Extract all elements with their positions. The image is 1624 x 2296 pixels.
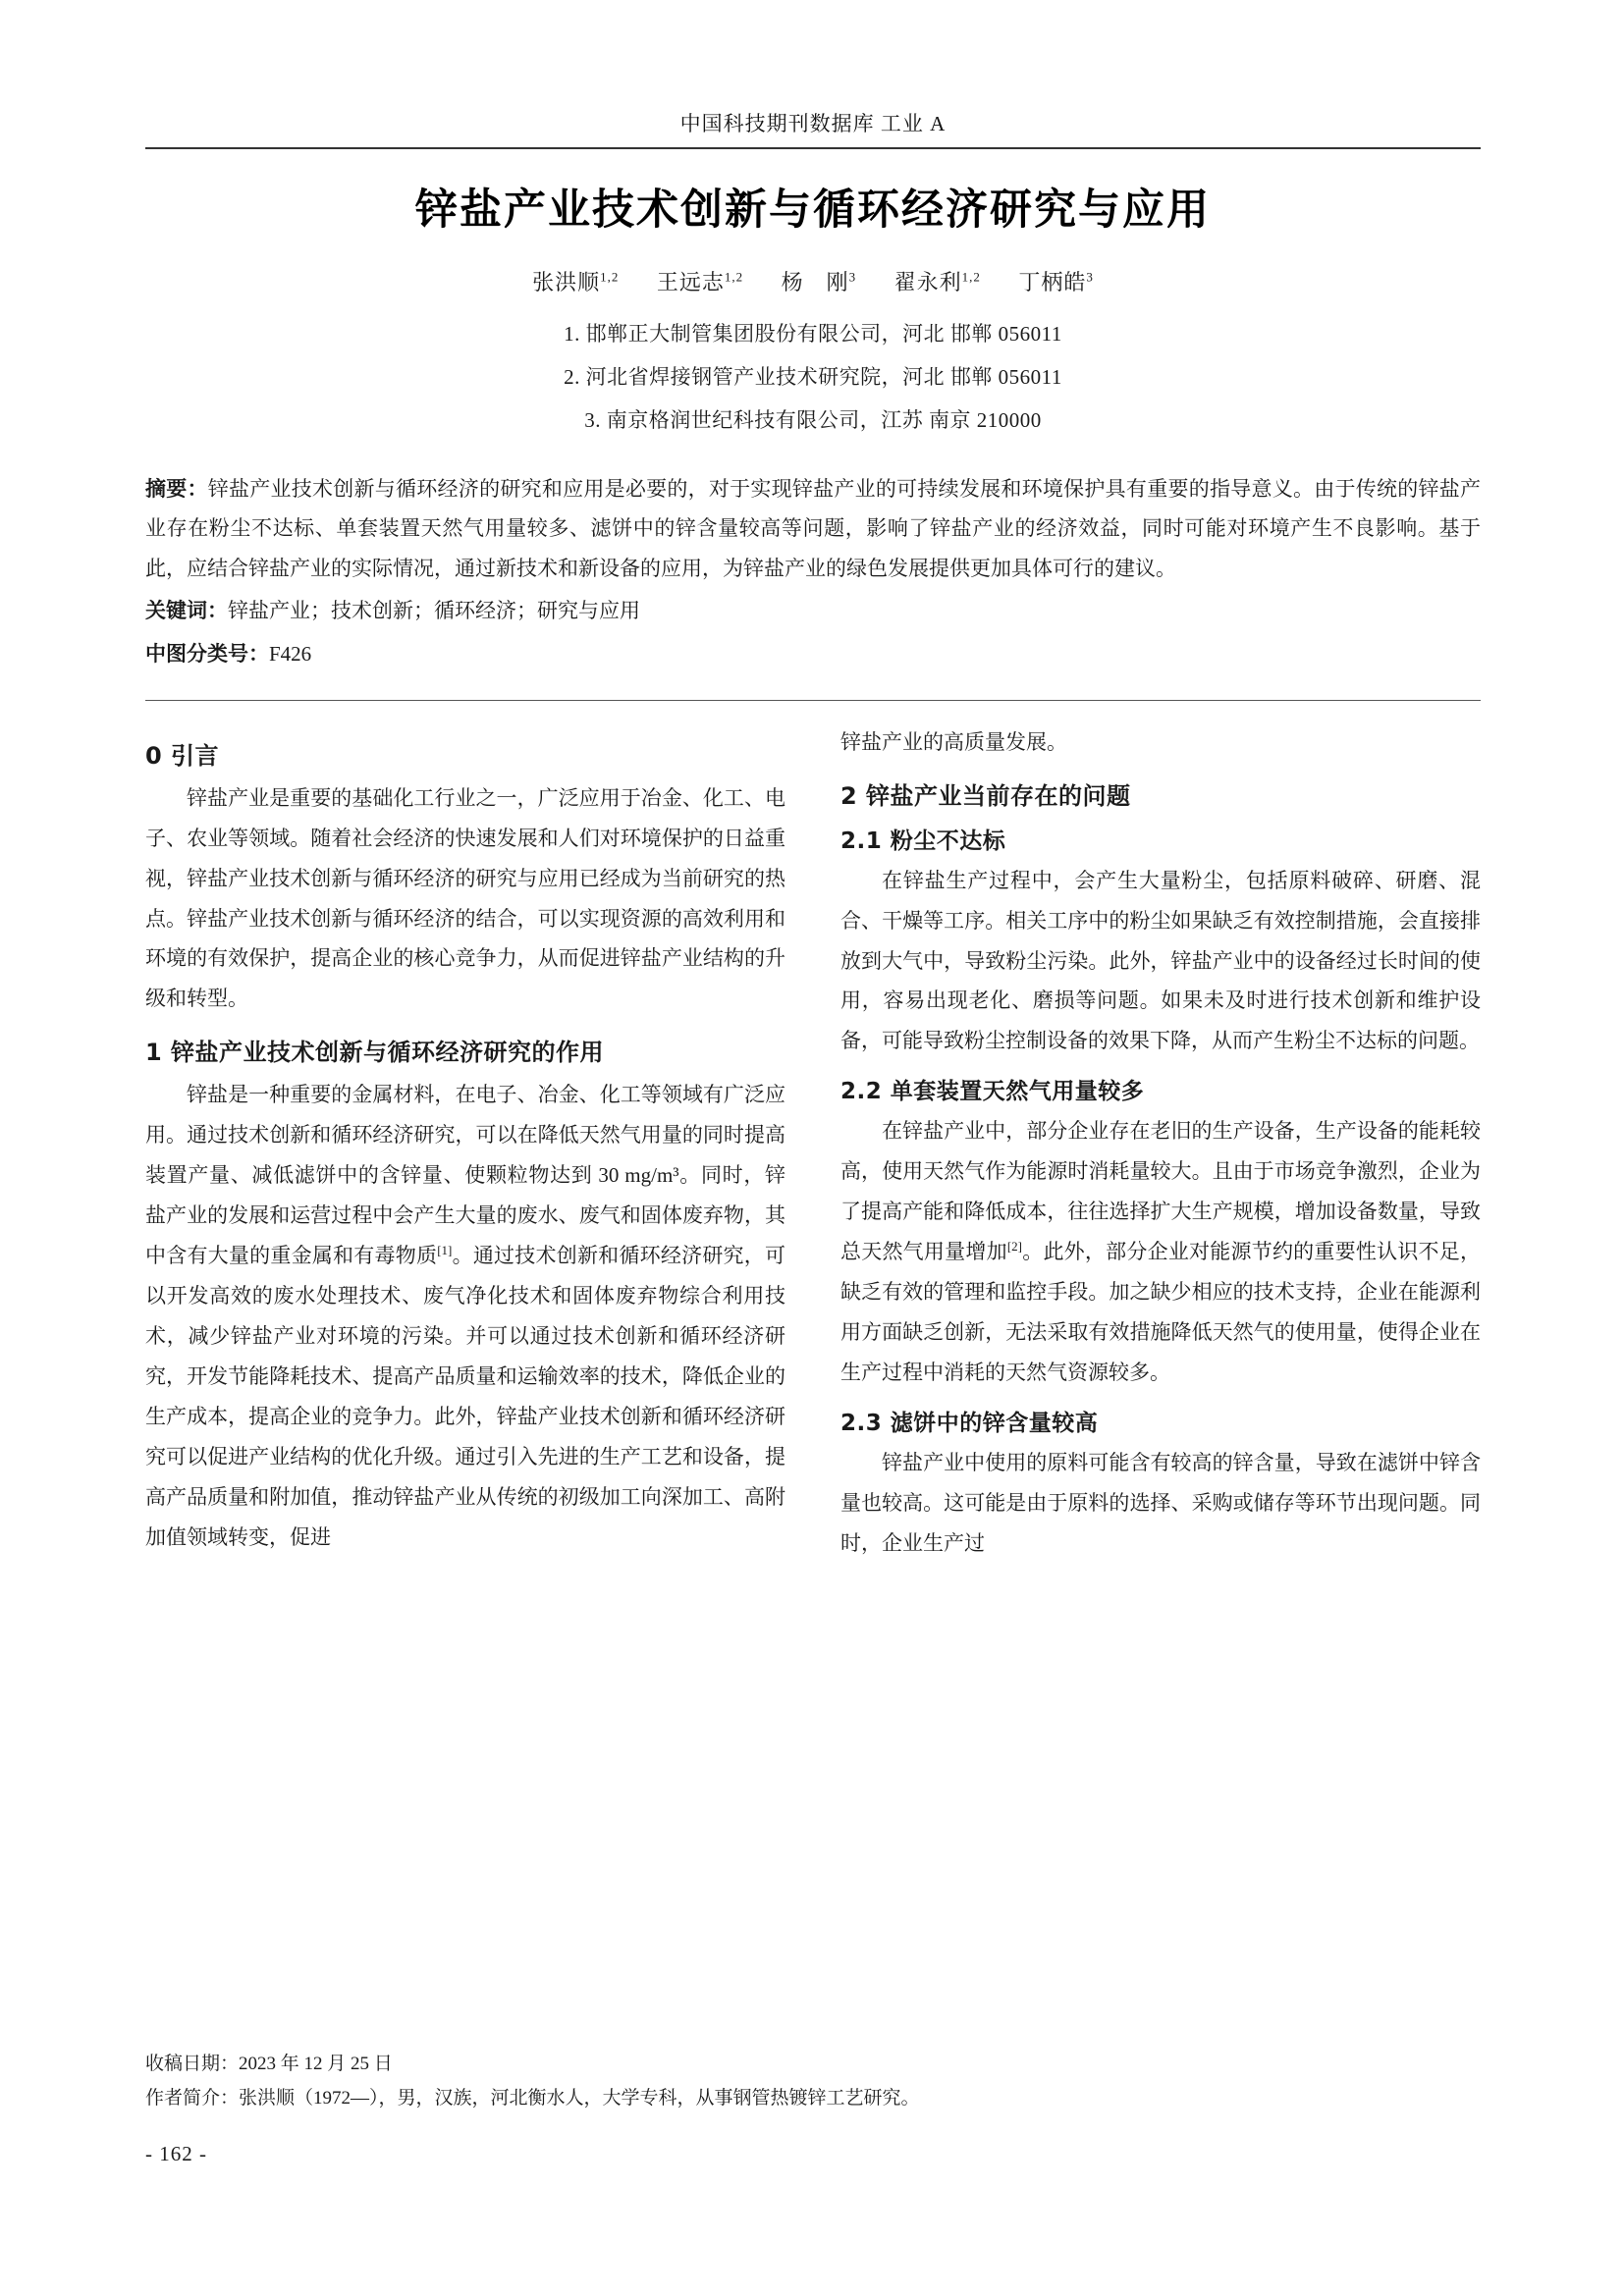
received-label: 收稿日期： <box>145 2054 240 2074</box>
paragraph: 在锌盐产业中，部分企业存在老旧的生产设备，生产设备的能耗较高，使用天然气作为能源时消耗量较大。且由于市场竞争激烈，企业为了提高产能和降低成本，往往选择扩大生产规模，增加设备数量，导致总天然气用量增加[2]。此外，部分企业对能源节约的重要性认识不足，缺乏有效的管理和监控手段。加之缺少相应的技术支持，企业在能源利用方面缺乏创新，无法采取有效措施降低天然气的使用量，使得企业在生产过程中消耗的天然气资源较多。 <box>840 1119 1482 1384</box>
section-heading-2-1: 2.1 粉尘不达标 <box>840 828 1006 854</box>
author-name: 翟永利 <box>893 270 962 294</box>
author-name: 王远志 <box>656 270 725 294</box>
keywords-text: 锌盐产业；技术创新；循环经济；研究与应用 <box>228 598 640 622</box>
author-list <box>145 266 1481 296</box>
section-heading-1: 1 锌盐产业技术创新与循环经济研究的作用 <box>145 1039 605 1067</box>
paragraph: 锌盐产业是重要的基础化工行业之一，广泛应用于冶金、化工、电子、农业等领域。随着社会经济的快速发展和人们对环境保护的日益重视，锌盐产业技术创新与循环经济的研究与应用已经成为当前研究的热点。锌盐产业技术创新与循环经济的结合，可以实现资源的高效利用和环境的有效保护，提高企业的核心竞争力，从而促进锌盐产业结构的升级和转型。 <box>145 785 785 1011</box>
clc-label: 中图分类号： <box>145 641 269 666</box>
author-name: 张洪顺 <box>532 270 601 294</box>
paragraph-continuation: 锌盐产业的高质量发展。 <box>840 729 1067 754</box>
bio-text: 张洪顺（1972—），男，汉族，河北衡水人，大学专科，从事钢管热镀锌工艺研究。 <box>239 2088 920 2109</box>
section-heading-2-3: 2.3 滤饼中的锌含量较高 <box>840 1410 1099 1436</box>
page-number: - 162 - <box>145 2142 207 2165</box>
bio-label: 作者简介： <box>145 2088 240 2109</box>
received-date-line <box>145 2047 1481 2081</box>
author-name: 杨 刚 <box>781 270 849 294</box>
right-column <box>840 722 1481 1566</box>
paragraph: 锌盐产业中使用的原料可能含有较高的锌含量，导致在滤饼中锌含量也较高。这可能是由于原料的选择、采购或储存等环节出现问题。同时，企业生产过 <box>840 1450 1481 1555</box>
affiliation-2: 2. 河北省焊接钢管产业技术研究院，河北 邯郸 056011 <box>564 365 1062 389</box>
paragraph: 在锌盐生产过程中，会产生大量粉尘，包括原料破碎、研磨、混合、干燥等工序。相关工序中的粉尘如果缺乏有效控制措施，会直接排放到大气中，导致粉尘污染。此外，锌盐产业中的设备经过长时间的使用，容易出现老化、磨损等问题。如果未及时进行技术创新和维护设备，可能导致粉尘控制设备的效果下降，从而产生粉尘不达标的问题。 <box>840 868 1481 1053</box>
author-name: 丁柄皓 <box>1018 270 1087 294</box>
keywords-label: 关键词： <box>145 598 228 622</box>
affiliation-3: 3. 南京格润世纪科技有限公司，江苏 南京 210000 <box>584 408 1042 432</box>
author-affil-marker: 3 <box>848 269 857 285</box>
abstract-label: 摘要： <box>145 477 208 501</box>
footnotes <box>145 2047 1481 2115</box>
two-column-body <box>145 722 1481 1566</box>
affiliation-1: 1. 邯郸正大制管集团股份有限公司，河北 邯郸 056011 <box>564 322 1062 346</box>
author-bio-line <box>145 2081 1481 2115</box>
author-affil-marker: 1,2 <box>724 269 744 285</box>
abstract-text: 锌盐产业技术创新与循环经济的研究和应用是必要的，对于实现锌盐产业的可持续发展和环境保护具有重要的指导意义。由于传统的锌盐产业存在粉尘不达标、单套装置天然气用量较多、滤饼中的锌含量较高等问题，影响了锌盐产业的经济效益，同时可能对环境产生不良影响。基于此，应结合锌盐产业的实际情况，通过新技术和新设备的应用，为锌盐产业的绿色发展提供更加具体可行的建议。 <box>145 477 1481 580</box>
page-title: 锌盐产业技术创新与循环经济研究与应用 <box>415 186 1211 235</box>
received-date: 2023 年 12 月 25 日 <box>239 2054 393 2074</box>
author-affil-marker: 1,2 <box>961 269 981 285</box>
body-divider <box>145 700 1481 701</box>
header-rule <box>145 147 1481 149</box>
abstract-block <box>145 469 1481 588</box>
author-entry <box>1018 270 1094 294</box>
author-affil-marker: 3 <box>1086 269 1094 285</box>
running-head: 中国科技期刊数据库 工业 A <box>679 112 947 135</box>
page-content <box>145 108 1481 1566</box>
author-entry <box>894 270 981 294</box>
section-heading-0: 0 引言 <box>145 741 220 770</box>
section-heading-2: 2 锌盐产业当前存在的问题 <box>840 781 1131 810</box>
keywords-block <box>145 592 1481 631</box>
author-entry <box>782 270 857 294</box>
paragraph: 锌盐是一种重要的金属材料，在电子、冶金、化工等领域有广泛应用。通过技术创新和循环经济研究，可以在降低天然气用量的同时提高装置产量、减低滤饼中的含锌量、使颗粒物达到 30 mg/m³。同时，锌盐产业的发展和运营过程中会产生大量的废水、废气和固体废弃物，其中含有大量的重金属和有毒物质[1]。通过技术创新和循环经济研究，可以开发高效的废水处理技术、废气净化技术和固体废弃物综合利用技术，减少锌盐产业对环境的污染。并可以通过技术创新和循环经济研究，开发节能降耗技术、提高产品质量和运输效率的技术，降低企业的生产成本，提高企业的竞争力。此外，锌盐产业技术创新和循环经济研究可以促进产业结构的优化升级。通过引入先进的生产工艺和设备，提高产品质量和附加值，推动锌盐产业从传统的初级加工向深加工、高附加值领域转变，促进 <box>145 1083 786 1549</box>
author-affil-marker: 1,2 <box>600 269 620 285</box>
left-column <box>145 722 785 1566</box>
author-entry <box>657 270 743 294</box>
section-heading-2-2: 2.2 单套装置天然气用量较多 <box>840 1079 1145 1105</box>
clc-block <box>145 635 1481 674</box>
author-entry <box>532 270 619 294</box>
clc-value: F426 <box>269 641 312 666</box>
